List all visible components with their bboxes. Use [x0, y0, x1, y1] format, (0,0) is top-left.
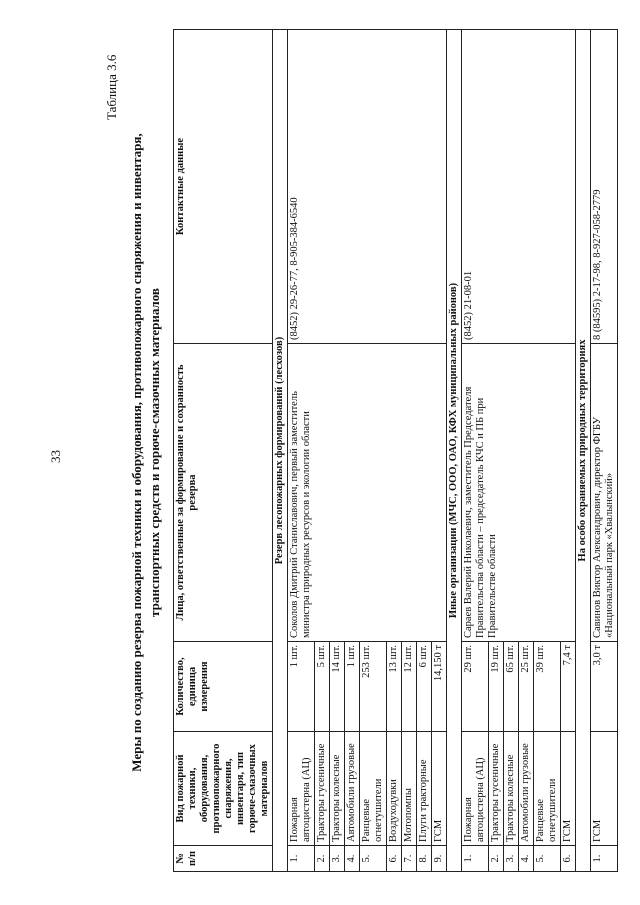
- row-item: Тракторы колесные: [504, 732, 519, 846]
- row-quantity: 1 шт.: [345, 642, 360, 732]
- row-item: Пожарная автоцистерна (АЦ): [288, 732, 315, 846]
- row-item: Ранцевые огнетушители: [534, 732, 561, 846]
- row-quantity: 29 шт.: [462, 642, 489, 732]
- responsible-person: Савинов Виктор Александрович, директор ФГБУ «Национальный парк «Хвалынский»: [591, 344, 618, 642]
- responsible-person: Сараев Валерий Николаевич, заместитель Председателя Правительства области – председатель КЧС и ПБ при Правительстве области: [462, 344, 576, 642]
- table-row: [462, 30, 489, 872]
- row-item: Мотопомпы: [402, 732, 417, 846]
- table-header-row: [174, 30, 273, 872]
- row-quantity: 6 шт.: [417, 642, 432, 732]
- page-number: 33: [48, 450, 63, 463]
- section-title: Резерв лесопожарных формирований (лесхозов): [273, 30, 288, 872]
- row-quantity: 253 шт.: [360, 642, 387, 732]
- table-row: [591, 30, 618, 872]
- row-number: 7.: [402, 846, 417, 872]
- row-quantity: 14 шт.: [330, 642, 345, 732]
- header-item: Вид пожарной техники, оборудования, противопожарного снаряжения, инвентаря, тип горюче-смазочных материалов: [174, 732, 273, 846]
- row-item: Тракторы гусеничные: [315, 732, 330, 846]
- row-quantity: 19 шт.: [489, 642, 504, 732]
- contact-details: (8452) 29-26-77, 8-905-384-6540: [288, 30, 447, 344]
- row-number: 3.: [504, 846, 519, 872]
- row-number: 4.: [345, 846, 360, 872]
- row-item: ГСМ: [432, 732, 447, 846]
- row-item: Тракторы гусеничные: [489, 732, 504, 846]
- header-person: Лица, ответственные за формирование и сохранность резерва: [174, 344, 273, 642]
- row-item: Воздуходувки: [387, 732, 402, 846]
- responsible-person: Соколов Дмитрий Станиславович, первый заместитель министра природных ресурсов и экологии области: [288, 344, 447, 642]
- row-quantity: 13 шт.: [387, 642, 402, 732]
- row-number: 5.: [360, 846, 387, 872]
- row-number: 1.: [462, 846, 489, 872]
- row-number: 1.: [591, 846, 618, 872]
- section-header-row: [447, 30, 462, 872]
- row-quantity: 14,150 т: [432, 642, 447, 732]
- row-number: 6.: [561, 846, 576, 872]
- row-quantity: 5 шт.: [315, 642, 330, 732]
- row-quantity: 65 шт.: [504, 642, 519, 732]
- row-number: 2.: [315, 846, 330, 872]
- table-body: [273, 30, 618, 872]
- table-title-line1: Меры по созданию резерва пожарной техники и оборудования, противопожарного снаряжения и инвентаря,: [129, 133, 144, 772]
- reserve-table: [173, 29, 618, 872]
- row-quantity: 39 шт.: [534, 642, 561, 732]
- contact-details: (8452) 21-08-01: [462, 30, 576, 344]
- row-number: 4.: [519, 846, 534, 872]
- row-quantity: 12 шт.: [402, 642, 417, 732]
- row-number: 9.: [432, 846, 447, 872]
- header-num: № п/п: [174, 846, 273, 872]
- row-number: 5.: [534, 846, 561, 872]
- row-quantity: 1 шт.: [288, 642, 315, 732]
- row-quantity: 7,4 т: [561, 642, 576, 732]
- row-item: Автомобили грузовые: [519, 732, 534, 846]
- row-number: 2.: [489, 846, 504, 872]
- section-header-row: [273, 30, 288, 872]
- row-quantity: 3,0 т: [591, 642, 618, 732]
- header-qty: Количество, единица измерения: [174, 642, 273, 732]
- row-number: 3.: [330, 846, 345, 872]
- row-number: 1.: [288, 846, 315, 872]
- row-item: Плуги тракторные: [417, 732, 432, 846]
- row-number: 6.: [387, 846, 402, 872]
- contact-details: 8 (84595) 2-17-98, 8-927-058-2779: [591, 30, 618, 344]
- section-header-row: [576, 30, 591, 872]
- row-number: 8.: [417, 846, 432, 872]
- section-title: На особо охраняемых природных территориях: [576, 30, 591, 872]
- row-item: Автомобили грузовые: [345, 732, 360, 846]
- table-row: [288, 30, 315, 872]
- row-quantity: 25 шт.: [519, 642, 534, 732]
- table-title-line2: транспортных средств и горюче-смазочных материалов: [147, 288, 162, 617]
- header-contacts: Контактные данные: [174, 30, 273, 344]
- row-item: Тракторы колесные: [330, 732, 345, 846]
- section-title: Иные организации (МЧС, ООО, ОАО, КФХ муниципальных районов): [447, 30, 462, 872]
- table-label: Таблица 3.6: [104, 54, 119, 120]
- row-item: ГСМ: [591, 732, 618, 846]
- row-item: ГСМ: [561, 732, 576, 846]
- row-item: Ранцевые огнетушители: [360, 732, 387, 846]
- row-item: Пожарная автоцистерна (АЦ): [462, 732, 489, 846]
